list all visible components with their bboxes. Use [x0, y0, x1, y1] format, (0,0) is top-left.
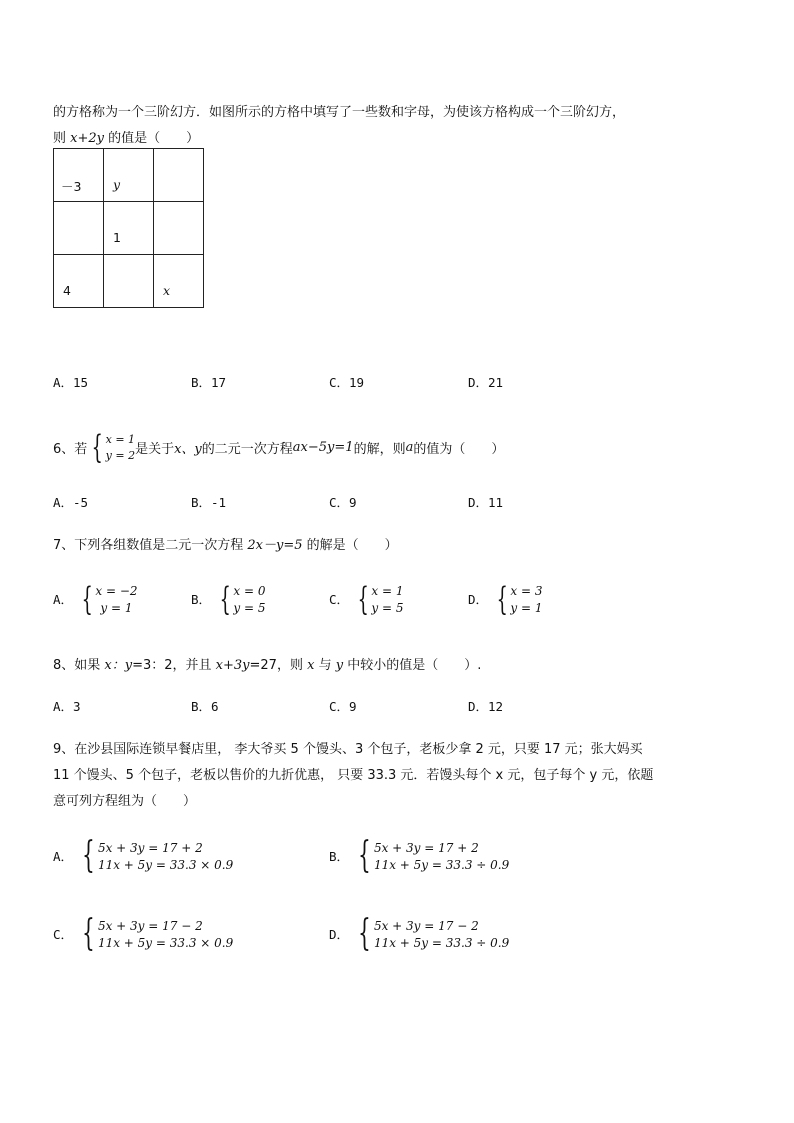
grid-cell: 4	[54, 255, 104, 308]
q9-option-b[interactable]: B． { 5x + 3y = 17 + 2 11x + 5y = 33.3 ÷ 0.9	[329, 835, 510, 876]
q5-option-a[interactable]: A．15	[53, 375, 89, 390]
brace-icon: {	[358, 835, 371, 876]
q5-text-post: 的值是（ ）	[103, 131, 200, 146]
q8-option-d[interactable]: D．12	[468, 699, 504, 714]
q6-stem: 6、若 { x = 1 y = 2 是关于 x、y 的二元一次方程 ax−5y=1 的解，则 a 的值为（ ）	[53, 428, 505, 466]
magic-square-grid	[53, 148, 204, 308]
grid-cell	[154, 202, 204, 255]
grid-cell: 1	[104, 202, 154, 255]
q5-option-b[interactable]: B．17	[191, 375, 227, 390]
q8-stem: 8、如果 x：y=3：2，并且 x+3y=27，则 x 与 y 中较小的值是（ ）.	[53, 658, 482, 673]
grid-cell: x	[154, 255, 204, 308]
q7-stem: 7、下列各组数值是二元一次方程 2x－y=5 的解是（ ）	[53, 538, 398, 553]
q6-option-d[interactable]: D．11	[468, 495, 504, 510]
q6-option-c[interactable]: C．9	[329, 495, 357, 510]
brace-icon: {	[82, 913, 95, 954]
brace-icon: {	[357, 580, 369, 618]
grid-cell	[104, 255, 154, 308]
q6-variables: x、y	[174, 441, 202, 457]
q7-option-a[interactable]: A． { x = −2 y = 1	[53, 580, 138, 618]
grid-cell	[54, 202, 104, 255]
brace-icon: {	[91, 428, 104, 466]
q8-option-a[interactable]: A．3	[53, 699, 81, 714]
q9-option-c[interactable]: C． { 5x + 3y = 17 − 2 11x + 5y = 33.3 × 0.9	[53, 913, 234, 954]
q6-prefix: 6、若	[53, 441, 88, 457]
q7-equation: 2x－y=5	[247, 538, 303, 553]
q7-option-c[interactable]: C． { x = 1 y = 5	[329, 580, 404, 618]
q5-option-c[interactable]: C．19	[329, 375, 365, 390]
q9-text-line3: 意可列方程组为（ ）	[53, 794, 197, 809]
brace-icon: {	[82, 835, 95, 876]
q5-text-line1: 的方格称为一个三阶幻方．如图所示的方格中填写了一些数和字母，为使该方格构成一个三阶幻方，	[53, 105, 626, 120]
q6-equation: ax−5y=1	[292, 439, 354, 455]
grid-cell: －3	[54, 149, 104, 202]
q5-text-line2	[53, 127, 199, 146]
q7-option-d[interactable]: D． { x = 3 y = 1	[468, 580, 543, 618]
brace-icon: {	[219, 580, 231, 618]
q6-option-b[interactable]: B．-1	[191, 495, 227, 510]
q5-text-pre: 则	[53, 131, 71, 146]
q8-option-b[interactable]: B．6	[191, 699, 219, 714]
q6-option-a[interactable]: A．-5	[53, 495, 89, 510]
brace-icon: {	[81, 580, 93, 618]
q7-option-b[interactable]: B． { x = 0 y = 5	[191, 580, 266, 618]
q9-option-a[interactable]: A． { 5x + 3y = 17 + 2 11x + 5y = 33.3 × 0.9	[53, 835, 234, 876]
grid-cell	[154, 149, 204, 202]
q5-expression: x+2y	[70, 131, 104, 146]
q6-system: { x = 1 y = 2	[91, 428, 136, 466]
q9-text-line2: 11 个馒头、5 个包子，老板以售价的九折优惠， 只要 33.3 元．若馒头每个 x 元，包子每个 y 元，依题	[53, 768, 654, 783]
q9-text-line1: 9、在沙县国际连锁早餐店里， 李大爷买 5 个馒头、3 个包子，老板少拿 2 元，只要 17 元；张大妈买	[53, 742, 643, 757]
q8-option-c[interactable]: C．9	[329, 699, 357, 714]
q5-option-d[interactable]: D．21	[468, 375, 504, 390]
q9-option-d[interactable]: D． { 5x + 3y = 17 − 2 11x + 5y = 33.3 ÷ 0.9	[329, 913, 510, 954]
brace-icon: {	[358, 913, 371, 954]
grid-cell: y	[104, 149, 154, 202]
brace-icon: {	[496, 580, 508, 618]
